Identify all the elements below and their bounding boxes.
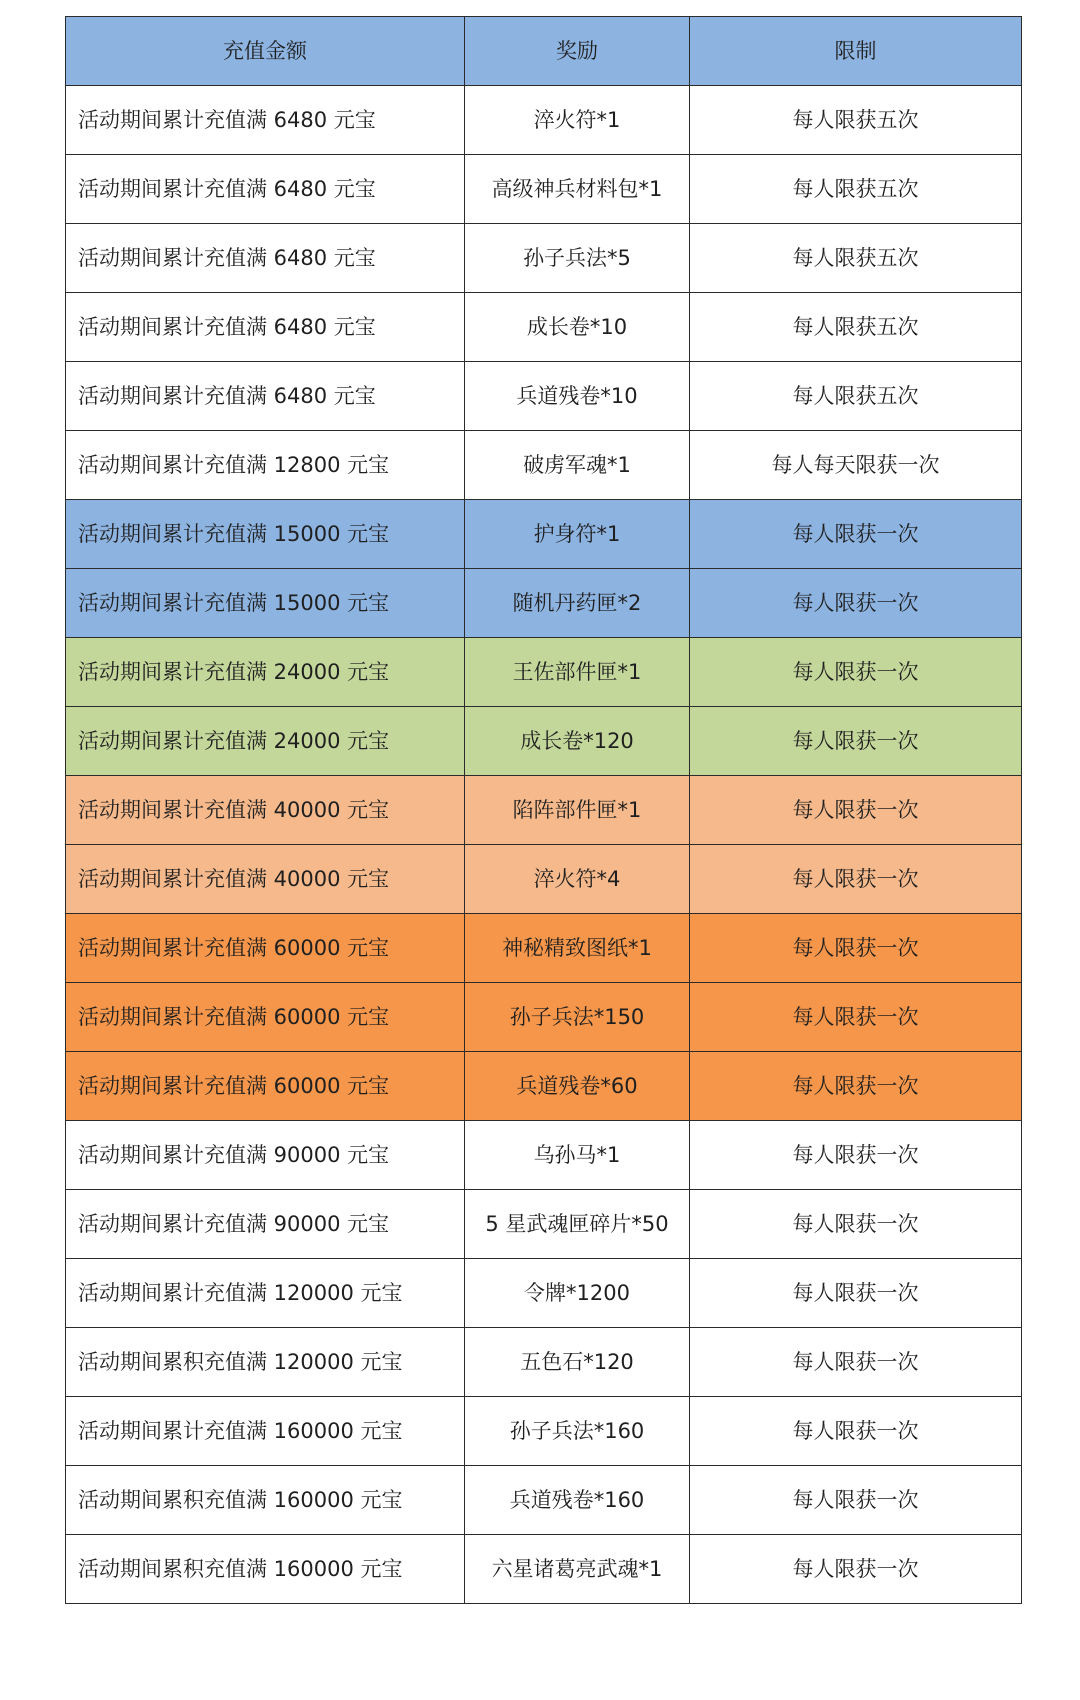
- limit-cell: 每人限获一次: [690, 707, 1022, 776]
- limit-cell: 每人限获一次: [690, 1121, 1022, 1190]
- reward-cell: 护身符*1: [465, 500, 690, 569]
- limit-cell: 每人限获一次: [690, 1052, 1022, 1121]
- amount-cell: 活动期间累积充值满 160000 元宝: [66, 1535, 465, 1604]
- limit-cell: 每人限获一次: [690, 1397, 1022, 1466]
- reward-cell: 兵道残卷*160: [465, 1466, 690, 1535]
- amount-cell: 活动期间累计充值满 60000 元宝: [66, 983, 465, 1052]
- limit-cell: 每人限获一次: [690, 1535, 1022, 1604]
- amount-cell: 活动期间累计充值满 90000 元宝: [66, 1121, 465, 1190]
- amount-cell: 活动期间累计充值满 6480 元宝: [66, 155, 465, 224]
- reward-cell: 兵道残卷*10: [465, 362, 690, 431]
- limit-cell: 每人限获一次: [690, 1259, 1022, 1328]
- amount-cell: 活动期间累积充值满 120000 元宝: [66, 1328, 465, 1397]
- table-row: [66, 1535, 1022, 1604]
- limit-cell: 每人每天限获一次: [690, 431, 1022, 500]
- reward-cell: 王佐部件匣*1: [465, 638, 690, 707]
- table-body: [66, 86, 1022, 1604]
- table-row: [66, 1259, 1022, 1328]
- amount-cell: 活动期间累计充值满 90000 元宝: [66, 1190, 465, 1259]
- limit-cell: 每人限获五次: [690, 362, 1022, 431]
- reward-cell: 孙子兵法*150: [465, 983, 690, 1052]
- reward-cell: 陷阵部件匣*1: [465, 776, 690, 845]
- table-row: [66, 1466, 1022, 1535]
- limit-cell: 每人限获一次: [690, 569, 1022, 638]
- limit-cell: 每人限获一次: [690, 638, 1022, 707]
- reward-cell: 随机丹药匣*2: [465, 569, 690, 638]
- table-row: [66, 1052, 1022, 1121]
- amount-cell: 活动期间累积充值满 160000 元宝: [66, 1466, 465, 1535]
- amount-cell: 活动期间累计充值满 160000 元宝: [66, 1397, 465, 1466]
- table-row: [66, 638, 1022, 707]
- limit-cell: 每人限获五次: [690, 224, 1022, 293]
- table-row: [66, 1190, 1022, 1259]
- amount-cell: 活动期间累计充值满 6480 元宝: [66, 224, 465, 293]
- table-row: [66, 431, 1022, 500]
- recharge-reward-table: [65, 16, 1022, 1604]
- table-row: [66, 1121, 1022, 1190]
- table-header-row: [66, 17, 1022, 86]
- amount-cell: 活动期间累计充值满 40000 元宝: [66, 845, 465, 914]
- limit-cell: 每人限获五次: [690, 293, 1022, 362]
- reward-cell: 六星诸葛亮武魂*1: [465, 1535, 690, 1604]
- limit-cell: 每人限获一次: [690, 1328, 1022, 1397]
- reward-cell: 成长卷*10: [465, 293, 690, 362]
- amount-cell: 活动期间累计充值满 6480 元宝: [66, 293, 465, 362]
- amount-cell: 活动期间累计充值满 60000 元宝: [66, 1052, 465, 1121]
- table-row: [66, 845, 1022, 914]
- limit-cell: 每人限获一次: [690, 914, 1022, 983]
- table-row: [66, 569, 1022, 638]
- table-row: [66, 155, 1022, 224]
- header-reward: 奖励: [465, 17, 690, 86]
- reward-cell: 令牌*1200: [465, 1259, 690, 1328]
- reward-cell: 兵道残卷*60: [465, 1052, 690, 1121]
- reward-cell: 五色石*120: [465, 1328, 690, 1397]
- table-row: [66, 86, 1022, 155]
- reward-cell: 神秘精致图纸*1: [465, 914, 690, 983]
- table-row: [66, 983, 1022, 1052]
- limit-cell: 每人限获一次: [690, 776, 1022, 845]
- limit-cell: 每人限获一次: [690, 500, 1022, 569]
- reward-cell: 淬火符*1: [465, 86, 690, 155]
- amount-cell: 活动期间累计充值满 6480 元宝: [66, 86, 465, 155]
- amount-cell: 活动期间累计充值满 60000 元宝: [66, 914, 465, 983]
- table-row: [66, 224, 1022, 293]
- reward-cell: 孙子兵法*5: [465, 224, 690, 293]
- table-row: [66, 293, 1022, 362]
- amount-cell: 活动期间累计充值满 40000 元宝: [66, 776, 465, 845]
- header-amount: 充值金额: [66, 17, 465, 86]
- reward-cell: 孙子兵法*160: [465, 1397, 690, 1466]
- reward-cell: 淬火符*4: [465, 845, 690, 914]
- header-limit: 限制: [690, 17, 1022, 86]
- table-row: [66, 1397, 1022, 1466]
- limit-cell: 每人限获一次: [690, 1190, 1022, 1259]
- amount-cell: 活动期间累计充值满 12800 元宝: [66, 431, 465, 500]
- reward-cell: 破虏军魂*1: [465, 431, 690, 500]
- table-row: [66, 1328, 1022, 1397]
- table-row: [66, 707, 1022, 776]
- reward-cell: 成长卷*120: [465, 707, 690, 776]
- limit-cell: 每人限获一次: [690, 983, 1022, 1052]
- table-row: [66, 914, 1022, 983]
- limit-cell: 每人限获五次: [690, 155, 1022, 224]
- reward-cell: 高级神兵材料包*1: [465, 155, 690, 224]
- table-row: [66, 776, 1022, 845]
- limit-cell: 每人限获一次: [690, 845, 1022, 914]
- table-row: [66, 362, 1022, 431]
- amount-cell: 活动期间累计充值满 24000 元宝: [66, 707, 465, 776]
- limit-cell: 每人限获一次: [690, 1466, 1022, 1535]
- amount-cell: 活动期间累计充值满 15000 元宝: [66, 569, 465, 638]
- limit-cell: 每人限获五次: [690, 86, 1022, 155]
- amount-cell: 活动期间累计充值满 120000 元宝: [66, 1259, 465, 1328]
- reward-cell: 乌孙马*1: [465, 1121, 690, 1190]
- amount-cell: 活动期间累计充值满 15000 元宝: [66, 500, 465, 569]
- table-row: [66, 500, 1022, 569]
- amount-cell: 活动期间累计充值满 24000 元宝: [66, 638, 465, 707]
- reward-cell: 5 星武魂匣碎片*50: [465, 1190, 690, 1259]
- amount-cell: 活动期间累计充值满 6480 元宝: [66, 362, 465, 431]
